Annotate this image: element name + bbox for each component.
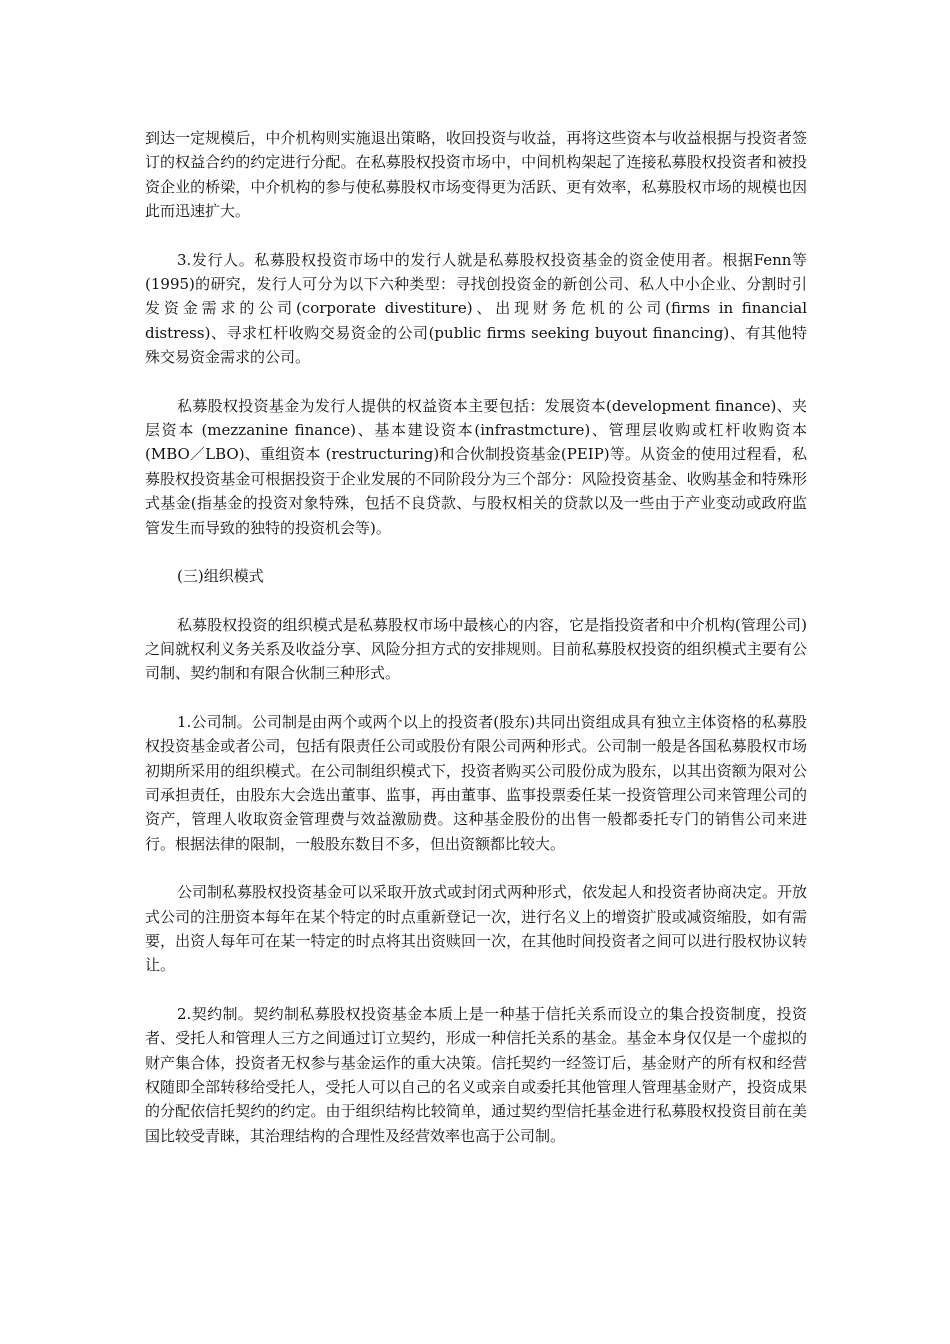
paragraph-exit-strategy: 到达一定规模后，中介机构则实施退出策略，收回投资与收益，再将这些资本与收益根据与投资者签订的权益合约的约定进行分配。在私募股权投资市场中，中间机构架起了连接私募股权投资者和被投资企业的桥梁，中介机构的参与使私募股权市场变得更为活跃、更有效率，私募股权市场的规模也因此而迅速扩大。 [145,129,807,221]
paragraph-corporate-form: 1.公司制。公司制是由两个或两个以上的投资者(股东)共同出资组成具有独立主体资格的私募股权投资基金或者公司，包括有限责任公司或股份有限公司两种形式。公司制一般是各国私募股权市场初期所采用的组织模式。在公司制组织模式下，投资者购买公司股份成为股东，以其出资额为限对公司承担责任，由股东大会选出董事、监事，再由董事、监事投票委任某一投资管理公司来管理公司的资产，管理人收取资金管理费与效益激励费。这种基金股份的出售一般都委托专门的销售公司来进行。根据法律的限制，一般股东数目不多，但出资额都比较大。 [145,712,807,853]
paragraph-equity-capital: 私募股权投资基金为发行人提供的权益资本主要包括：发展资本(development finance)、夹层资本 (mezzanine finance)、基本建设资本(infrastmcture)、管理层收购或杠杆收购资本(MBO／LBO)、重组资本 (restructuring)和合伙制投资基金(PEIP)等。从资金的使用过程看，私募股权投资基金可根据投资于企业发展的不同阶段分为三个部分：风险投资基金、收购基金和特殊形式基金(指基金的投资对象特殊，包括不良贷款、与股权相关的贷款以及一些由于产业变动或政府监管发生而导致的独特的投资机会等)。 [145,396,807,537]
section-heading-organization-mode: (三)组织模式 [177,567,264,586]
document-page [145,126,807,1172]
paragraph-contractual-form: 2.契约制。契约制私募股权投资基金本质上是一种基于信托关系而设立的集合投资制度，投资者、受托人和管理人三方之间通过订立契约，形成一种信托关系的基金。基金本身仅仅是一个虚拟的财产集合体，投资者无权参与基金运作的重大决策。信托契约一经签订后，基金财产的所有权和经营权随即全部转移给受托人，受托人可以自己的名义或亲自或委托其他管理人管理基金财产，投资成果的分配依信托契约的约定。由于组织结构比较简单，通过契约型信托基金进行私募股权投资目前在美国比较受青睐，其治理结构的合理性及经营效率也高于公司制。 [145,1004,807,1145]
paragraph-organization-intro: 私募股权投资的组织模式是私募股权市场中最核心的内容，它是指投资者和中介机构(管理公司)之间就权利义务关系及收益分享、风险分担方式的安排规则。目前私募股权投资的组织模式主要有公司制、契约制和有限合伙制三种形式。 [145,615,807,683]
paragraph-open-closed-form: 公司制私募股权投资基金可以采取开放式或封闭式两种形式，依发起人和投资者协商决定。开放式公司的注册资本每年在某个特定的时点重新登记一次，进行名义上的增资扩股或减资缩股，如有需要，出资人每年可在某一特定的时点将其出资赎回一次，在其他时间投资者之间可以进行股权协议转让。 [145,883,808,975]
paragraph-issuers: 3.发行人。私募股权投资市场中的发行人就是私募股权投资基金的资金使用者。根据Fenn等 (1995)的研究，发行人可分为以下六种类型：寻找创投资金的新创公司、私人中小企业、分割时引发资金需求的公司(corporate divestiture)、出现财务危机的公司(firms in financial distress)、寻求杠杆收购交易资金的公司(public firms seeking buyout financing)、有其他特殊交易资金需求的公司。 [145,250,807,367]
